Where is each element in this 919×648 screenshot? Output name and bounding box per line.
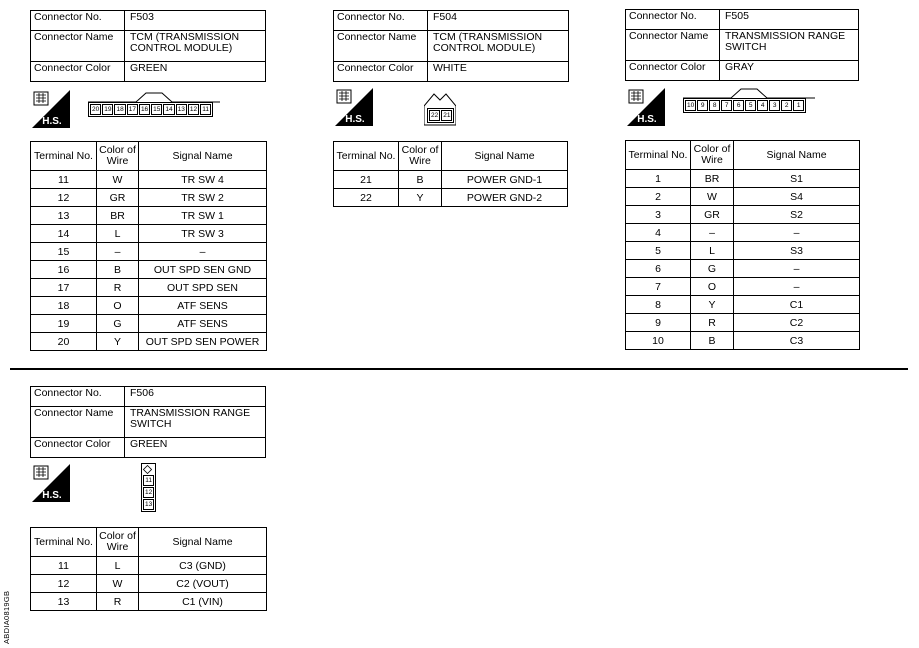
signal-name-cell: C3 (GND) <box>139 557 267 575</box>
wire-color-cell: G <box>691 260 734 278</box>
connector-name-value: TCM (TRANSMISSION CONTROL MODULE) <box>125 31 266 62</box>
signal-name-cell: TR SW 2 <box>139 189 267 207</box>
table-row <box>626 224 860 242</box>
connector-name-value: TCM (TRANSMISSION CONTROL MODULE) <box>428 31 569 62</box>
table-row <box>31 243 267 261</box>
terminal-no-cell: 8 <box>626 296 691 314</box>
terminal-no-cell: 12 <box>31 575 97 593</box>
pin-17: 17 <box>128 106 136 113</box>
terminal-no-cell: 2 <box>626 188 691 206</box>
pin-19: 19 <box>104 106 112 113</box>
signal-name-cell: OUT SPD SEN POWER <box>139 333 267 351</box>
signal-name-cell: S2 <box>734 206 860 224</box>
header-color-of-wire: Color of Wire <box>97 142 139 171</box>
pin-row <box>683 98 806 113</box>
terminal-table-f503 <box>30 141 267 351</box>
wire-color-cell: BR <box>97 207 139 225</box>
connector-info-f505 <box>625 9 859 81</box>
terminal-no-cell: 7 <box>626 278 691 296</box>
wire-color-cell: B <box>399 171 442 189</box>
terminal-no-cell: 13 <box>31 207 97 225</box>
table-row <box>626 188 860 206</box>
wire-color-cell: G <box>97 315 139 333</box>
pin-row <box>88 102 213 117</box>
table-row <box>626 242 860 260</box>
label-connector-name: Connector Name <box>31 31 125 62</box>
pin-11: 11 <box>200 104 211 115</box>
terminal-no-cell: 6 <box>626 260 691 278</box>
terminal-no-cell: 15 <box>31 243 97 261</box>
label-connector-no: Connector No. <box>626 10 720 30</box>
connector-no-value: F504 <box>428 11 569 31</box>
table-row <box>626 314 860 332</box>
pin-22: 22 <box>431 112 439 119</box>
terminal-no-cell: 16 <box>31 261 97 279</box>
pin-12: 12 <box>189 106 198 113</box>
table-row <box>31 315 267 333</box>
signal-name-cell: OUT SPD SEN <box>139 279 267 297</box>
pin-21: 21 <box>443 112 451 119</box>
header-signal-name: Signal Name <box>734 141 860 170</box>
connector-no-value: F503 <box>125 11 266 31</box>
table-row <box>626 296 860 314</box>
table-row <box>626 278 860 296</box>
terminal-no-cell: 11 <box>31 171 97 189</box>
signal-name-cell: S1 <box>734 170 860 188</box>
pin-1: 1 <box>793 100 804 111</box>
signal-name-cell: C3 <box>734 332 860 350</box>
table-row <box>31 297 267 315</box>
pin-14: 14 <box>165 106 173 113</box>
terminal-no-cell: 22 <box>334 189 399 207</box>
connector-face-f504 <box>424 92 456 126</box>
pin-5: 5 <box>745 100 756 111</box>
signal-name-cell: – <box>139 243 267 261</box>
header-color-of-wire: Color of Wire <box>691 141 734 170</box>
terminal-table-f504 <box>333 141 568 207</box>
table-row <box>31 557 267 575</box>
pin-column <box>141 463 156 512</box>
wire-color-cell: W <box>97 575 139 593</box>
pin-15: 15 <box>153 106 161 113</box>
connector-color-value: GREEN <box>125 438 266 458</box>
header-terminal-no: Terminal No. <box>31 528 97 557</box>
header-color-of-wire: Color of Wire <box>97 528 139 557</box>
signal-name-cell: S3 <box>734 242 860 260</box>
terminal-no-cell: 18 <box>31 297 97 315</box>
wire-color-cell: L <box>691 242 734 260</box>
pin-20: 20 <box>92 106 100 113</box>
header-signal-name: Signal Name <box>442 142 568 171</box>
signal-name-cell: TR SW 3 <box>139 225 267 243</box>
table-row <box>626 260 860 278</box>
hs-label: H.S. <box>345 114 365 125</box>
pin-row <box>427 108 454 123</box>
signal-name-cell: OUT SPD SEN GND <box>139 261 267 279</box>
label-connector-no: Connector No. <box>31 11 125 31</box>
signal-name-cell: ATF SENS <box>139 297 267 315</box>
header-color-of-wire: Color of Wire <box>399 142 442 171</box>
wire-color-cell: R <box>97 593 139 611</box>
terminal-no-cell: 5 <box>626 242 691 260</box>
label-connector-name: Connector Name <box>626 30 720 61</box>
wire-color-cell: BR <box>691 170 734 188</box>
connector-color-value: GREEN <box>125 62 266 82</box>
label-connector-color: Connector Color <box>334 62 428 82</box>
terminal-no-cell: 13 <box>31 593 97 611</box>
signal-name-cell: C2 (VOUT) <box>139 575 267 593</box>
header-terminal-no: Terminal No. <box>31 142 97 171</box>
wire-color-cell: W <box>97 171 139 189</box>
pin-8: 8 <box>709 100 720 111</box>
wire-color-cell: GR <box>691 206 734 224</box>
signal-name-cell: POWER GND-1 <box>442 171 568 189</box>
signal-name-cell: TR SW 1 <box>139 207 267 225</box>
label-connector-no: Connector No. <box>31 387 125 407</box>
harness-side-icon <box>32 464 70 502</box>
connector-color-value: WHITE <box>428 62 569 82</box>
connector-name-value: TRANSMISSION RANGE SWITCH <box>125 407 266 438</box>
terminal-no-cell: 3 <box>626 206 691 224</box>
pin-18: 18 <box>116 106 124 113</box>
signal-name-cell: – <box>734 260 860 278</box>
label-connector-name: Connector Name <box>334 31 428 62</box>
header-terminal-no: Terminal No. <box>626 141 691 170</box>
connector-info-f506 <box>30 386 266 458</box>
table-row <box>31 279 267 297</box>
pin-2: 2 <box>781 100 792 111</box>
wire-color-cell: O <box>97 297 139 315</box>
table-row <box>31 575 267 593</box>
pin-3: 3 <box>769 100 780 111</box>
terminal-no-cell: 11 <box>31 557 97 575</box>
harness-side-icon <box>335 88 373 126</box>
signal-name-cell: TR SW 4 <box>139 171 267 189</box>
table-row <box>31 171 267 189</box>
signal-name-cell: C1 (VIN) <box>139 593 267 611</box>
hs-label: H.S. <box>42 490 62 501</box>
pin-11: 11 <box>143 475 154 486</box>
terminal-no-cell: 4 <box>626 224 691 242</box>
table-row <box>626 206 860 224</box>
table-row <box>334 171 568 189</box>
table-row <box>31 189 267 207</box>
section-divider <box>10 368 908 370</box>
terminal-table-f505 <box>625 140 860 350</box>
signal-name-cell: ATF SENS <box>139 315 267 333</box>
signal-name-cell: – <box>734 278 860 296</box>
wire-color-cell: B <box>691 332 734 350</box>
label-connector-name: Connector Name <box>31 407 125 438</box>
signal-name-cell: POWER GND-2 <box>442 189 568 207</box>
hs-label: H.S. <box>42 116 62 127</box>
label-connector-no: Connector No. <box>334 11 428 31</box>
connector-face-f505 <box>683 88 815 118</box>
wire-color-cell: Y <box>399 189 442 207</box>
signal-name-cell: S4 <box>734 188 860 206</box>
pin-9: 9 <box>697 100 708 111</box>
header-terminal-no: Terminal No. <box>334 142 399 171</box>
signal-name-cell: C2 <box>734 314 860 332</box>
pin-13: 13 <box>145 501 153 508</box>
pin-16: 16 <box>140 106 149 113</box>
signal-name-cell: – <box>734 224 860 242</box>
connector-info-f503 <box>30 10 266 82</box>
terminal-table-f506 <box>30 527 267 611</box>
connector-face-f503 <box>88 92 220 122</box>
table-row <box>31 593 267 611</box>
table-row <box>31 333 267 351</box>
connector-name-value: TRANSMISSION RANGE SWITCH <box>720 30 859 61</box>
terminal-no-cell: 19 <box>31 315 97 333</box>
wire-color-cell: W <box>691 188 734 206</box>
pin-12: 12 <box>145 489 153 496</box>
wire-color-cell: O <box>691 278 734 296</box>
terminal-no-cell: 12 <box>31 189 97 207</box>
signal-name-cell: C1 <box>734 296 860 314</box>
diamond-key-icon <box>143 465 152 474</box>
table-row <box>31 225 267 243</box>
wire-color-cell: R <box>97 279 139 297</box>
wire-color-cell: L <box>97 225 139 243</box>
table-row <box>334 189 568 207</box>
pin-6: 6 <box>733 100 744 111</box>
header-signal-name: Signal Name <box>139 142 267 171</box>
wire-color-cell: Y <box>691 296 734 314</box>
connector-color-value: GRAY <box>720 61 859 81</box>
figure-code: ABDIA0819GB <box>2 590 11 644</box>
pin-7: 7 <box>721 100 732 111</box>
wire-color-cell: – <box>691 224 734 242</box>
terminal-no-cell: 10 <box>626 332 691 350</box>
wire-color-cell: B <box>97 261 139 279</box>
connector-no-value: F506 <box>125 387 266 407</box>
pin-4: 4 <box>757 100 768 111</box>
hs-label: H.S. <box>637 114 657 125</box>
label-connector-color: Connector Color <box>31 438 125 458</box>
terminal-no-cell: 21 <box>334 171 399 189</box>
wire-color-cell: L <box>97 557 139 575</box>
terminal-no-cell: 20 <box>31 333 97 351</box>
terminal-no-cell: 1 <box>626 170 691 188</box>
connector-info-f504 <box>333 10 569 82</box>
header-signal-name: Signal Name <box>139 528 267 557</box>
terminal-no-cell: 17 <box>31 279 97 297</box>
wire-color-cell: – <box>97 243 139 261</box>
table-row <box>626 332 860 350</box>
wire-color-cell: Y <box>97 333 139 351</box>
harness-side-icon <box>32 90 70 128</box>
label-connector-color: Connector Color <box>626 61 720 81</box>
label-connector-color: Connector Color <box>31 62 125 82</box>
table-row <box>31 207 267 225</box>
connector-no-value: F505 <box>720 10 859 30</box>
wire-color-cell: GR <box>97 189 139 207</box>
wire-color-cell: R <box>691 314 734 332</box>
connector-face-f506 <box>141 463 155 511</box>
pin-10: 10 <box>687 102 695 109</box>
pin-13: 13 <box>177 106 185 113</box>
terminal-no-cell: 9 <box>626 314 691 332</box>
table-row <box>626 170 860 188</box>
table-row <box>31 261 267 279</box>
harness-side-icon <box>627 88 665 126</box>
terminal-no-cell: 14 <box>31 225 97 243</box>
